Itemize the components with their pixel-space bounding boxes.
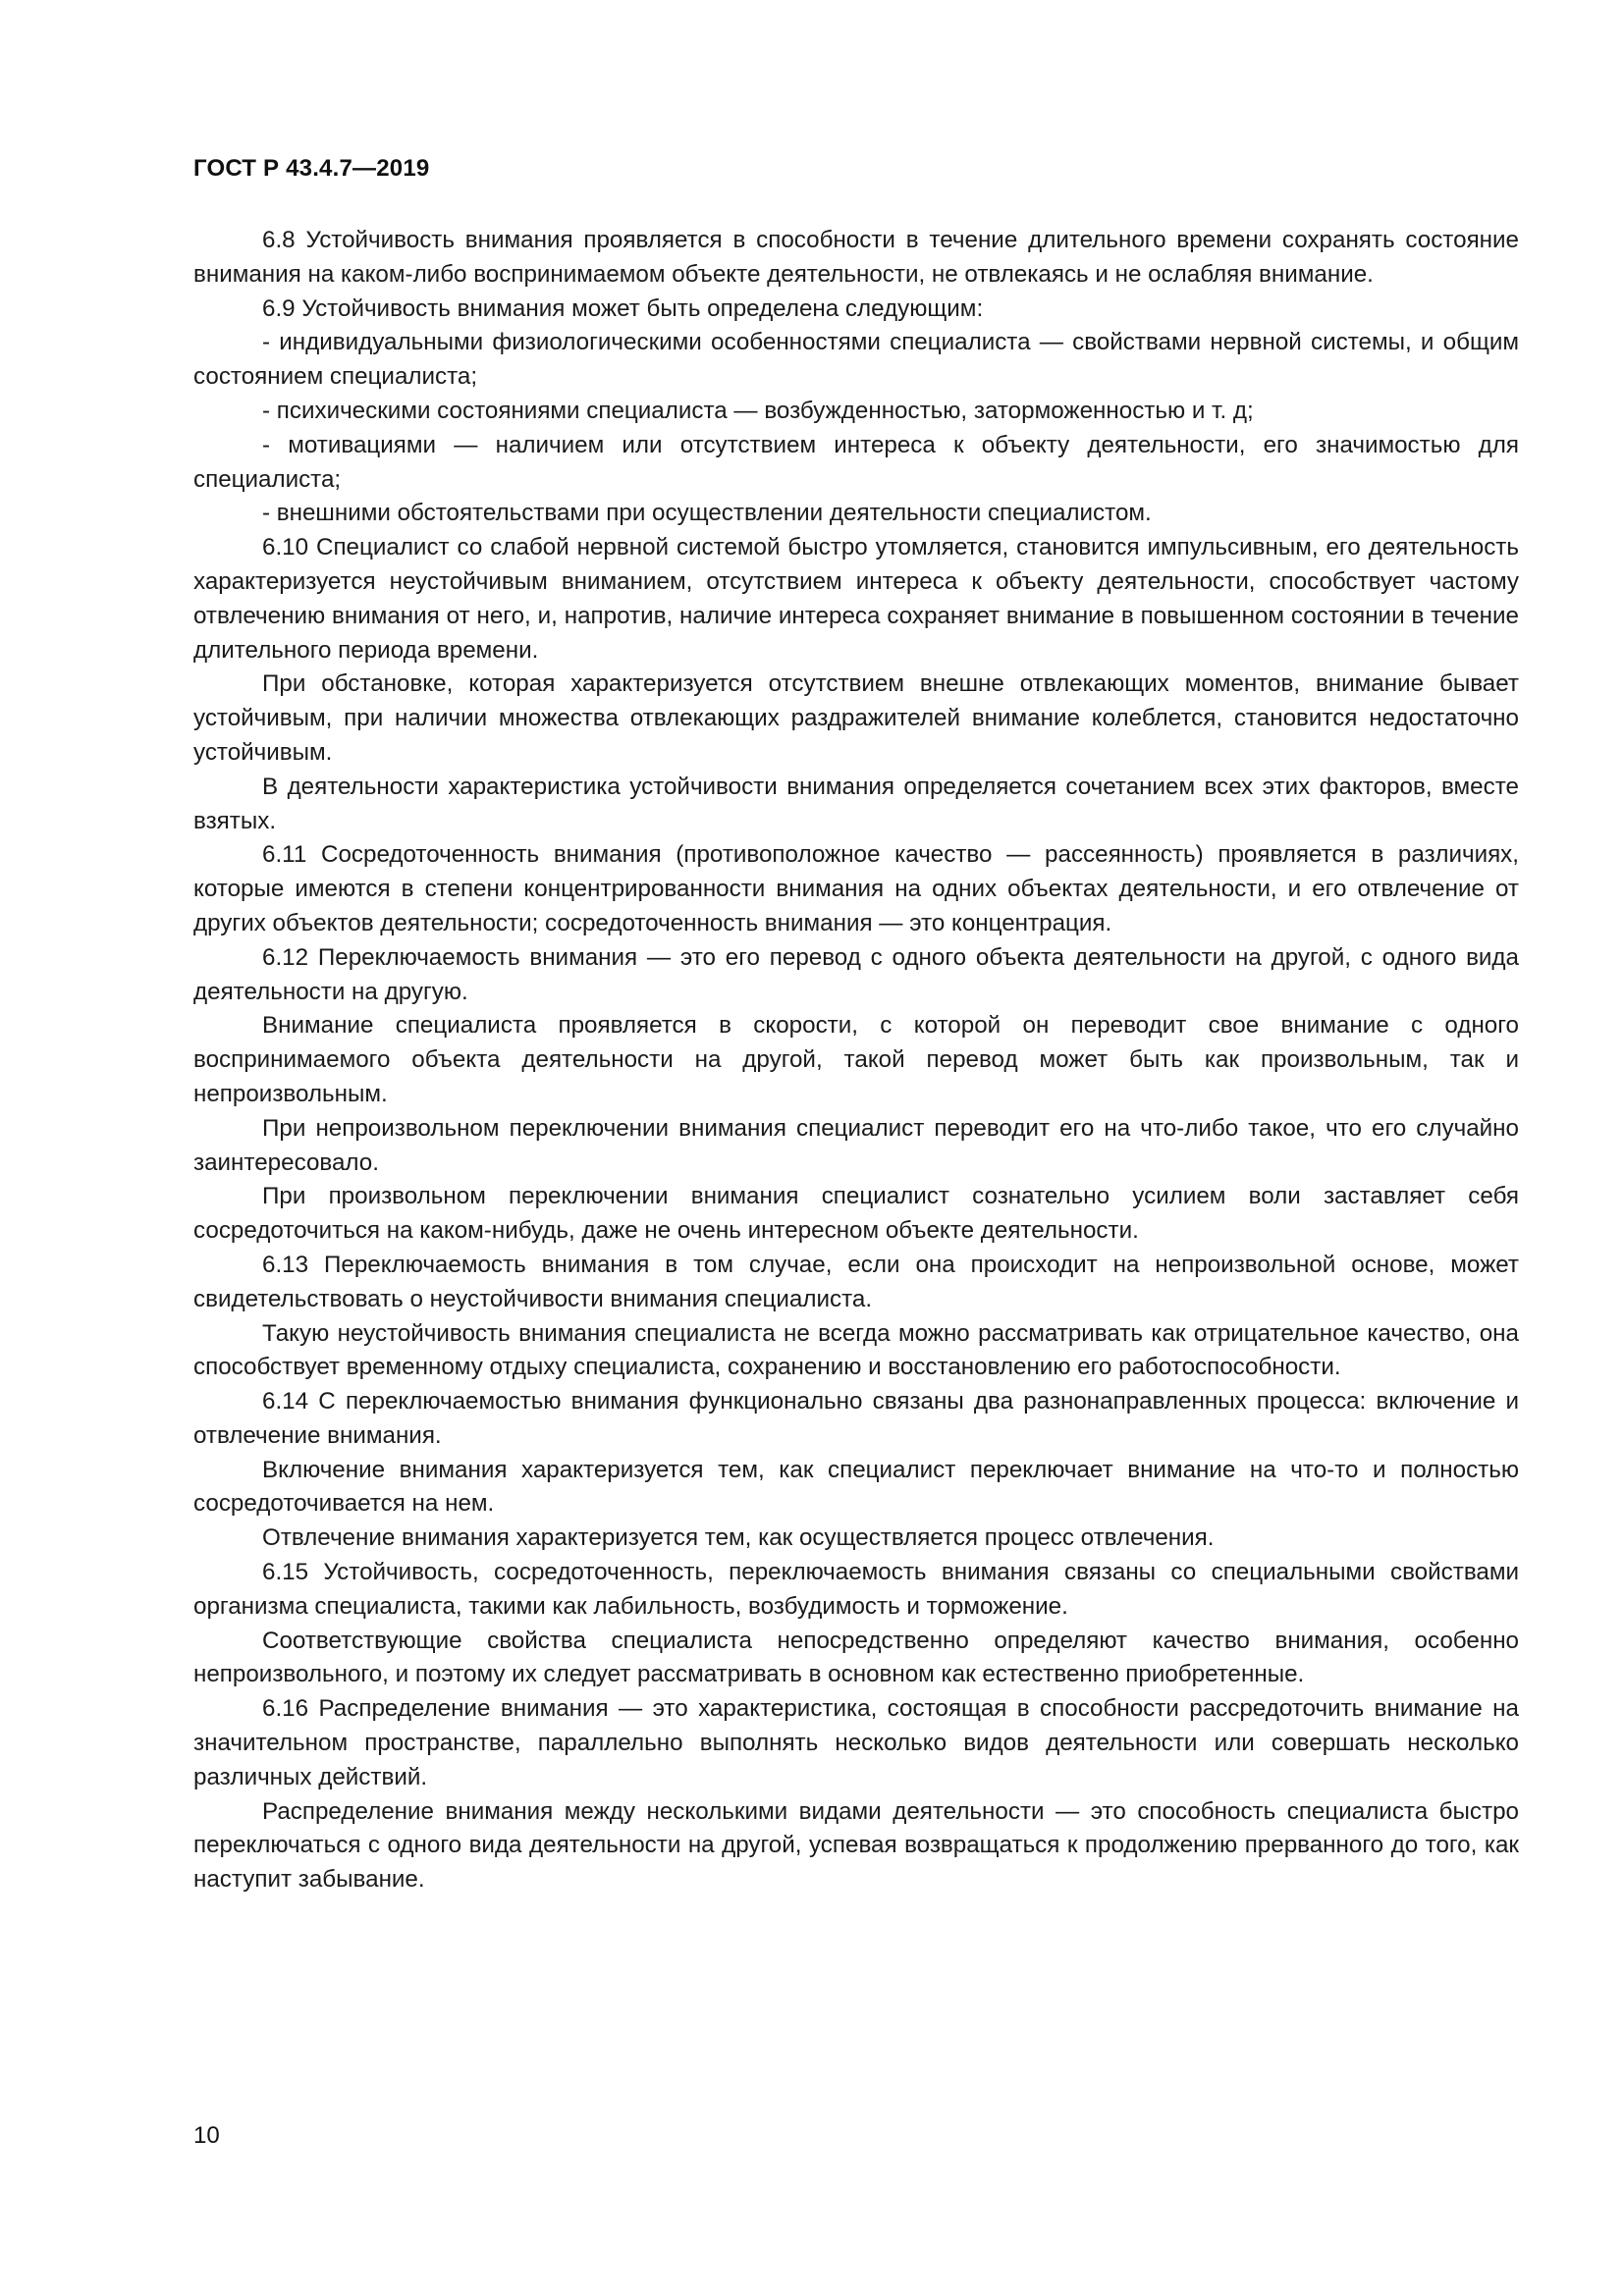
paragraph-6-13: 6.13 Переключаемость внимания в том случае, если она происходит на непроизвольной основе, может свидетельствовать о неустойчивости внимания специалиста. xyxy=(193,1251,1519,1312)
body-text xyxy=(193,224,1519,1897)
list-item: - индивидуальными физиологическими особенностями специалиста — свойствами нервной системы, и общим состоянием специалиста; xyxy=(193,329,1519,391)
paragraph: Внимание специалиста проявляется в скорости, с которой он переводит свое внимание с одного воспринимаемого объекта деятельности на другой, такой перевод может быть как произвольным, так и непроизвольным. xyxy=(193,1012,1519,1107)
paragraph-6-12: 6.12 Переключаемость внимания — это его перевод с одного объекта деятельности на другой, с одного вида деятельности на другую. xyxy=(193,943,1519,1005)
paragraph-6-10: 6.10 Специалист со слабой нервной системой быстро утомляется, становится импульсивным, его деятельность характеризуется неустойчивым вниманием, отсутствием интереса к объекту деятельности, способствует частому отвлечению внимания от него, и, напротив, наличие интереса сохраняет внимание в повышенном состоянии в течение длительного периода времени. xyxy=(193,534,1519,664)
paragraph-6-14: 6.14 С переключаемостью внимания функционально связаны два разнонаправленных процесса: включение и отвлечение внимания. xyxy=(193,1388,1519,1449)
paragraph: В деятельности характеристика устойчивости внимания определяется сочетанием всех этих факторов, вместе взятых. xyxy=(193,773,1519,834)
page-number: 10 xyxy=(193,2122,220,2149)
paragraph-6-16: 6.16 Распределение внимания — это характеристика, состоящая в способности рассредоточить внимание на значительном пространстве, параллельно выполнять несколько видов деятельности или совершать несколько различных действий. xyxy=(193,1695,1519,1790)
paragraph: При непроизвольном переключении внимания специалист переводит его на что-либо такое, что его случайно заинтересовало. xyxy=(193,1114,1519,1176)
list-item: - психическими состояниями специалиста — возбужденностью, заторможенностью и т. д; xyxy=(262,397,1254,424)
document-code-header: ГОСТ Р 43.4.7—2019 xyxy=(193,155,430,182)
paragraph: При обстановке, которая характеризуется отсутствием внешне отвлекающих моментов, внимание бывает устойчивым, при наличии множества отвлекающих раздражителей внимание колеблется, становится недостаточно устойчивым. xyxy=(193,670,1519,766)
paragraph: Распределение внимания между несколькими видами деятельности — это способность специалиста быстро переключаться с одного вида деятельности на другой, успевая возвращаться к продолжению прерванного до того, как наступит забывание. xyxy=(193,1797,1519,1894)
paragraph: Соответствующие свойства специалиста непосредственно определяют качество внимания, особенно непроизвольного, и поэтому их следует рассматривать в основном как естественно приобретенные. xyxy=(193,1627,1519,1688)
paragraph: Такую неустойчивость внимания специалиста не всегда можно рассматривать как отрицательное качество, она способствует временному отдыху специалиста, сохранению и восстановлению его работоспособности. xyxy=(193,1319,1519,1381)
paragraph: При произвольном переключении внимания специалист сознательно усилием воли заставляет себя сосредоточиться на каком-нибудь, даже не очень интересном объекте деятельности. xyxy=(193,1183,1519,1245)
paragraph: Включение внимания характеризуется тем, как специалист переключает внимание на что-то и полностью сосредоточивается на нем. xyxy=(193,1456,1519,1518)
paragraph-6-11: 6.11 Сосредоточенность внимания (противоположное качество — рассеянность) проявляется в различиях, которые имеются в степени концентрированности внимания на одних объектах деятельности, и его отвлечение от других объектов деятельности; сосредоточенность внимания — это концентрация. xyxy=(193,841,1519,936)
paragraph-6-15: 6.15 Устойчивость, сосредоточенность, переключаемость внимания связаны со специальными свойствами организма специалиста, такими как лабильность, возбудимость и торможение. xyxy=(193,1559,1519,1620)
paragraph-6-9: 6.9 Устойчивость внимания может быть определена следующим: xyxy=(262,294,984,322)
paragraph-6-8: 6.8 Устойчивость внимания проявляется в способности в течение длительного времени сохранять состояние внимания на каком-либо воспринимаемом объекте деятельности, не отвлекаясь и не ослабляя внимание. xyxy=(193,227,1519,288)
paragraph: Отвлечение внимания характеризуется тем, как осуществляется процесс отвлечения. xyxy=(262,1524,1215,1552)
list-item: - мотивациями — наличием или отсутствием интереса к объекту деятельности, его значимостью для специалиста; xyxy=(193,431,1519,493)
list-item: - внешними обстоятельствами при осуществлении деятельности специалистом. xyxy=(262,500,1152,527)
